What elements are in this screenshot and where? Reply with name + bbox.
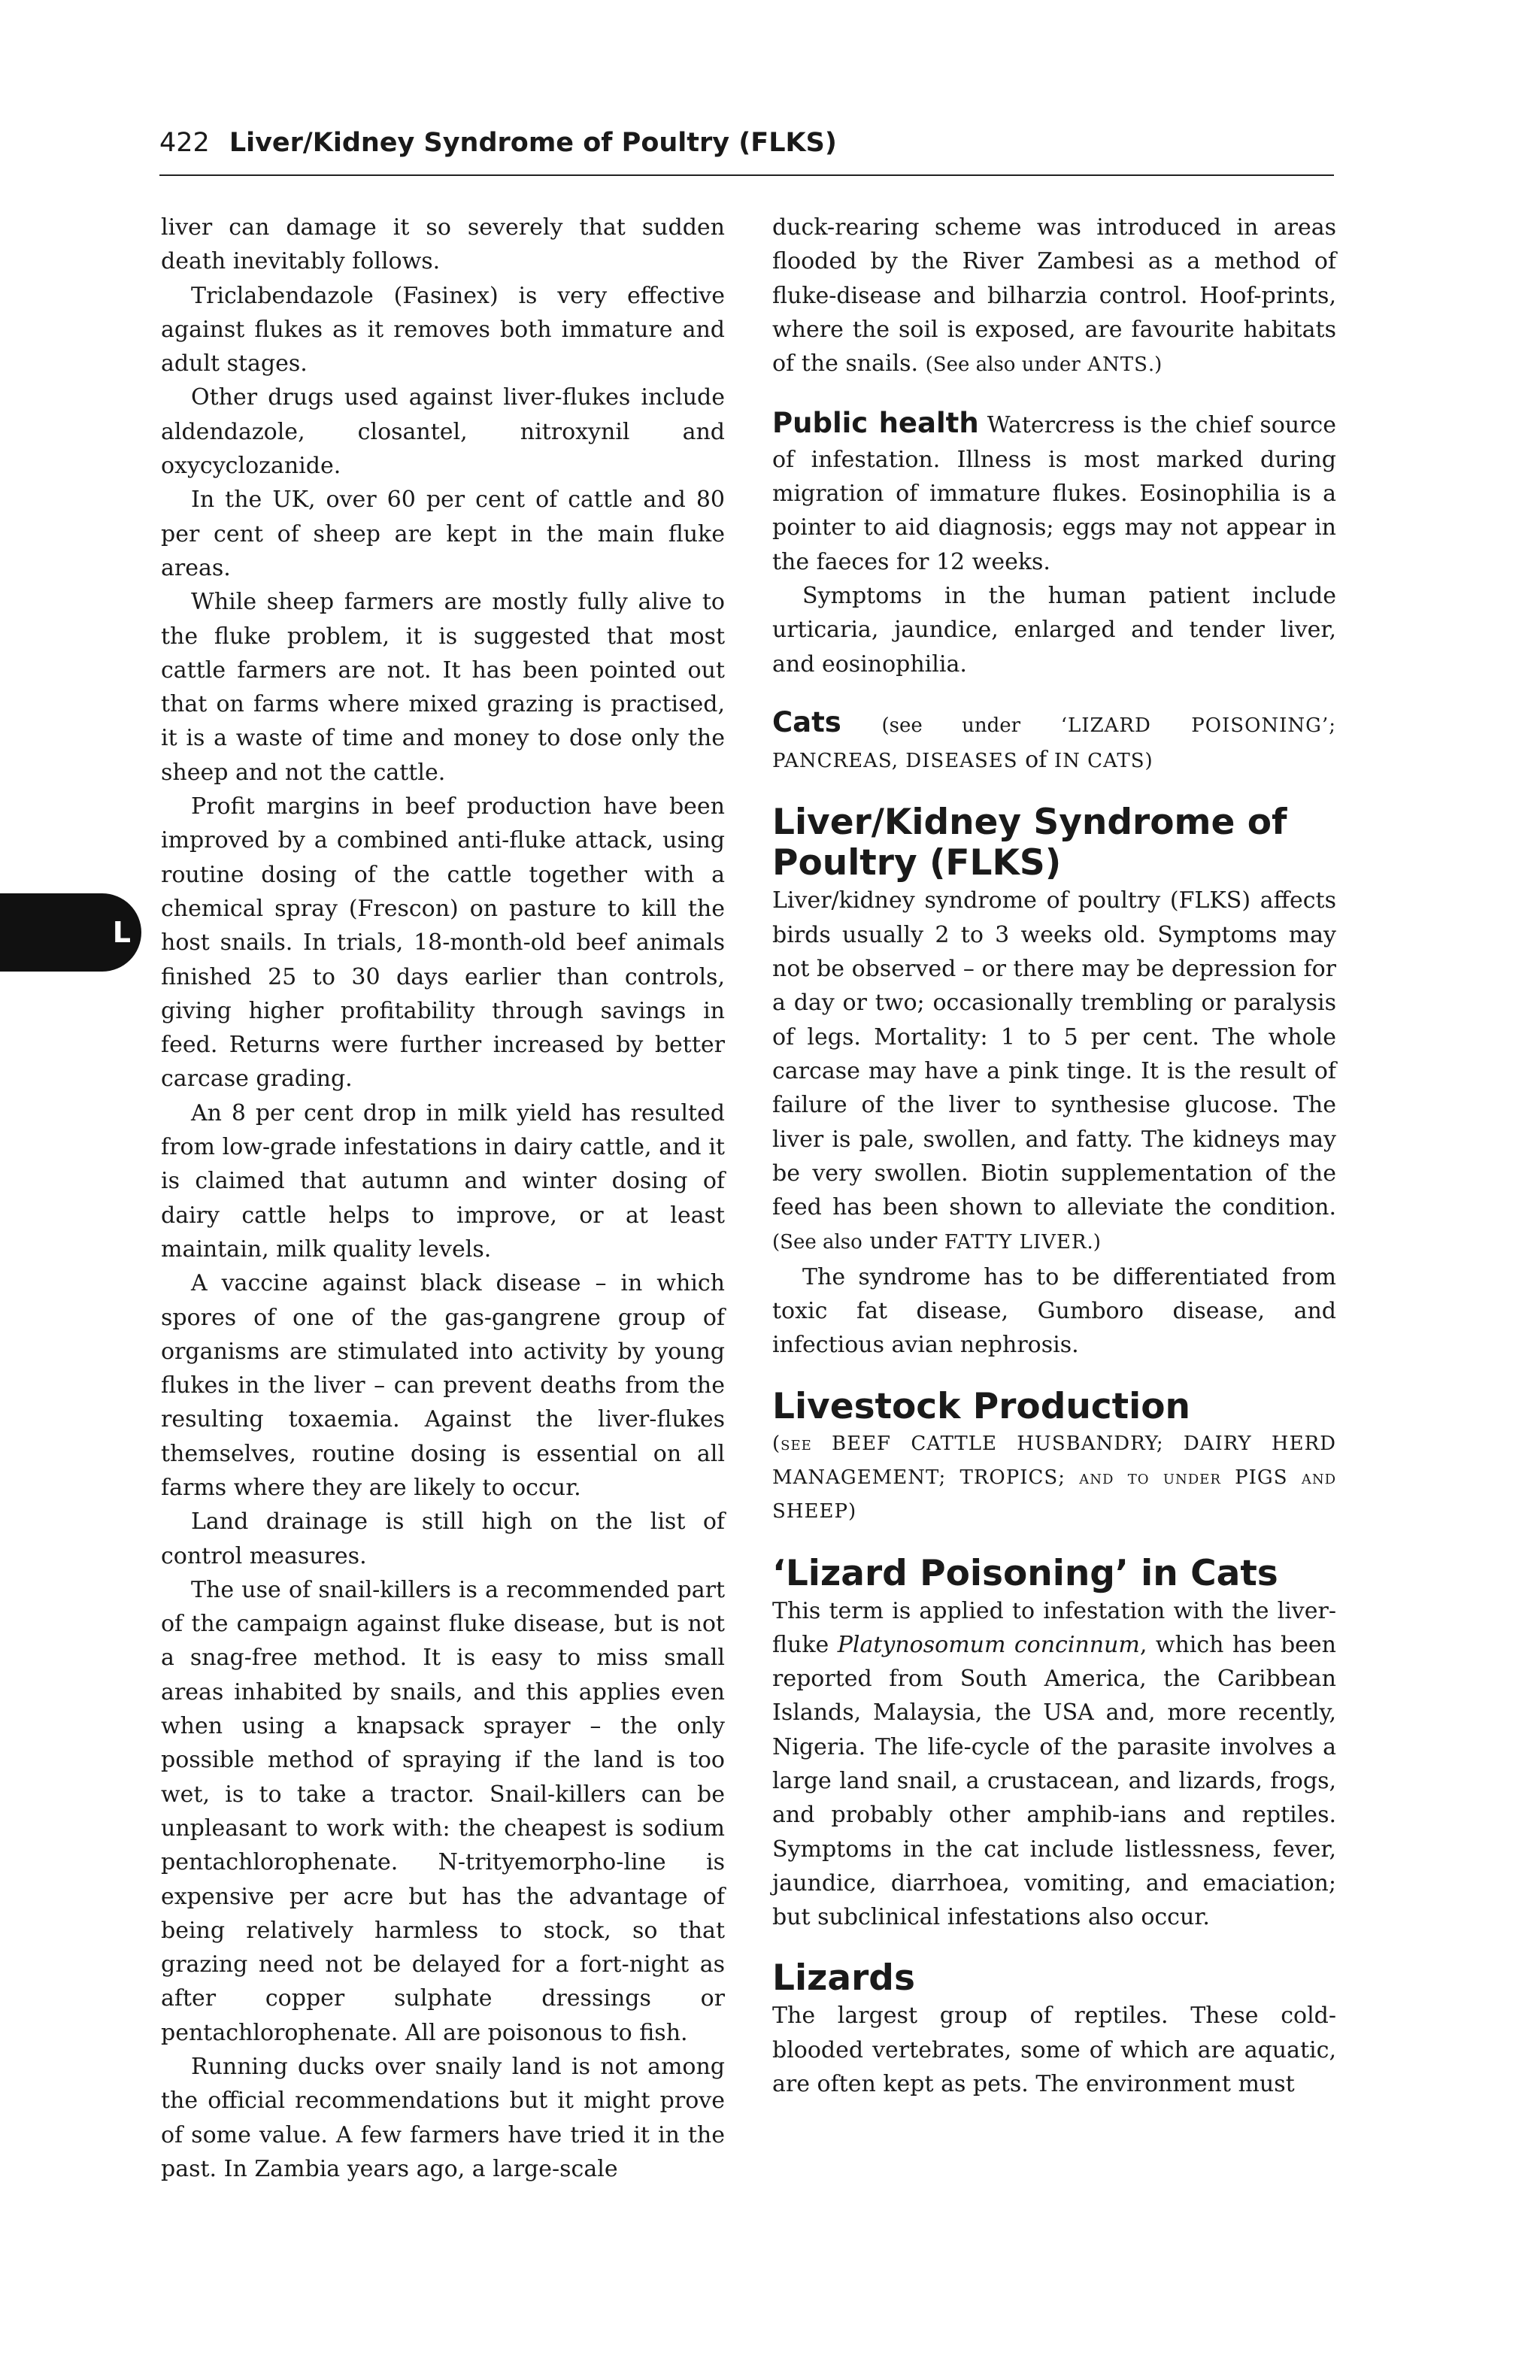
paragraph: liver can damage it so severely that sudden death inevitably follows. — [161, 214, 725, 275]
paragraph: Public health Watercress is the chief source of infestation. Illness is most marked during migration of immature flukes. Eosinophilia is a pointer to aid diagnosis; eggs may not appear in the faeces for 12 weeks. — [772, 407, 1336, 575]
entry-heading: ‘Lizard Poisoning’ in Cats — [772, 1552, 1278, 1594]
paragraph: Running ducks over snaily land is not among the official recommendations but it might prove of some value. A few farmers have tried it in the past. In Zambia years ago, a large-scale — [161, 2054, 725, 2182]
paragraph: A vaccine against black disease – in which spores of one of the gas-gangrene group of organisms are stimulated into activity by young flukes in the liver – can prevent deaths from the resulting toxaemia. Against the liver-flukes themselves, routine dosing is essential on all farms where they are likely to occur. — [161, 1270, 725, 1501]
thumb-index-tab: L — [0, 893, 141, 972]
paragraph: The use of snail-killers is a recommended part of the campaign against fluke disease, but is not a snag-free method. It is easy to miss small areas inhabited by snails, and this applies even when using a knapsack sprayer – the only possible method of spraying if the land is too wet, is to take a tractor. Snail-killers can be unpleasant to work with: the cheapest is sodium pentachlorophenate. N-trityemorpho-line is expensive per acre but has the advantage of being relatively harmless to stock, so that grazing need not be delayed for a fort-night as after copper sulphate dressings or pentachlorophenate. All are poisonous to fish. — [161, 1576, 725, 2046]
paragraph: An 8 per cent drop in milk yield has resulted from low-grade infestations in dairy cattle, and it is claimed that autumn and winter dosing of dairy cattle helps to improve, or at least maintain, milk quality levels. — [161, 1099, 725, 1263]
left-column — [161, 211, 725, 2186]
paragraph: The largest group of reptiles. These cold-blooded vertebrates, some of which are aquatic, are often kept as pets. The environment must — [772, 2003, 1336, 2098]
paragraph: Land drainage is still high on the list of control measures. — [161, 1508, 725, 1569]
paragraph: This term is applied to infestation with the liver-fluke Platynosomum concinnum, which has been reported from South America, the Caribbean Islands, Malaysia, the USA and, more recently, Nigeria. The life-cycle of the parasite involves a large land snail, a crustacean, and lizards, frogs, and probably other amphib-ians and reptiles. Symptoms in the cat include listlessness, fever, jaundice, diarrhoea, vomiting, and emaciation; but subclinical infestations also occur. — [772, 1597, 1336, 1931]
paragraph: Other drugs used against liver-flukes include aldendazole, closantel, nitroxynil and oxycyclozanide. — [161, 384, 725, 480]
page-number: 422 — [159, 128, 210, 158]
species-name: Platynosomum concinnum — [837, 1631, 1140, 1658]
continuation-text: duck-rearing scheme was introduced in areas flooded by the River Zambesi as a method of fluke-disease and bilharzia control. Hoof-prints, where the soil is exposed, are favourite habitats of the snails. — [772, 214, 1336, 377]
run-in-heading: Public health — [772, 407, 979, 440]
paragraph: Profit margins in beef production have been improved by a combined anti-fluke attack, using routine dosing of the cattle together with a chemical spray (Frescon) on pasture to kill the host snails. In trials, 18-month-old beef animals finished 25 to 30 days earlier than controls, giving higher profitability through savings in feed. Returns were further increased by better carcase grading. — [161, 793, 725, 1093]
paragraph: Triclabendazole (Fasinex) is very effective against flukes as it removes both immature and adult stages. — [161, 282, 725, 377]
right-column — [772, 211, 1336, 2101]
paragraph: The syndrome has to be differentiated from toxic fat disease, Gumboro disease, and infectious avian nephrosis. — [772, 1263, 1336, 1359]
paragraph: duck-rearing scheme was introduced in areas flooded by the River Zambesi as a method of fluke-disease and bilharzia control. Hoof-prints, where the soil is exposed, are favourite habitats of the snails. (See also under ANTS.) — [772, 214, 1336, 377]
cross-ref: (see BEEF CATTLE HUSBANDRY; DAIRY HERD MANAGEMENT; TROPICS; and to under PIGS and SHEEP) — [772, 1432, 1336, 1524]
paragraph: Cats (see under ‘LIZARD POISONING’; PANCREAS, DISEASES of IN CATS) — [772, 705, 1336, 774]
running-header — [159, 128, 1334, 176]
paragraph: Symptoms in the human patient include urticaria, jaundice, enlarged and tender liver, and eosinophilia. — [772, 582, 1336, 678]
paragraph: While sheep farmers are mostly fully alive to the fluke problem, it is suggested that most cattle farmers are not. It has been pointed out that on farms where mixed grazing is practised, it is a waste of time and money to dose only the sheep and not the cattle. — [161, 589, 725, 786]
cross-ref: (See also under — [925, 353, 1081, 377]
entry-heading: Livestock Production — [772, 1385, 1190, 1427]
entry-heading: Lizards — [772, 1957, 915, 2000]
running-title: Liver/Kidney Syndrome of Poultry (FLKS) — [229, 128, 837, 158]
entry-heading: Liver/Kidney Syndrome of Poultry (FLKS) — [772, 802, 1287, 884]
paragraph: In the UK, over 60 per cent of cattle and 80 per cent of sheep are kept in the main fluke areas. — [161, 487, 725, 581]
cross-ref-term: ANTS — [1087, 353, 1148, 377]
entry-heading: Cats — [772, 705, 841, 738]
paragraph: Liver/kidney syndrome of poultry (FLKS) affects birds usually 2 to 3 weeks old. Symptoms may not be observed – or there may be depression for a day or two; occasionally trembling or paralysis of legs. Mortality: 1 to 5 per cent. The whole carcase may have a pink tinge. It is the result of failure of the liver to synthesise glucose. The liver is pale, swollen, and fatty. The kidneys may be very swollen. Biotin supplementation of the feed has been shown to alleviate the condition. (See also under FATTY LIVER.) — [772, 887, 1336, 1255]
